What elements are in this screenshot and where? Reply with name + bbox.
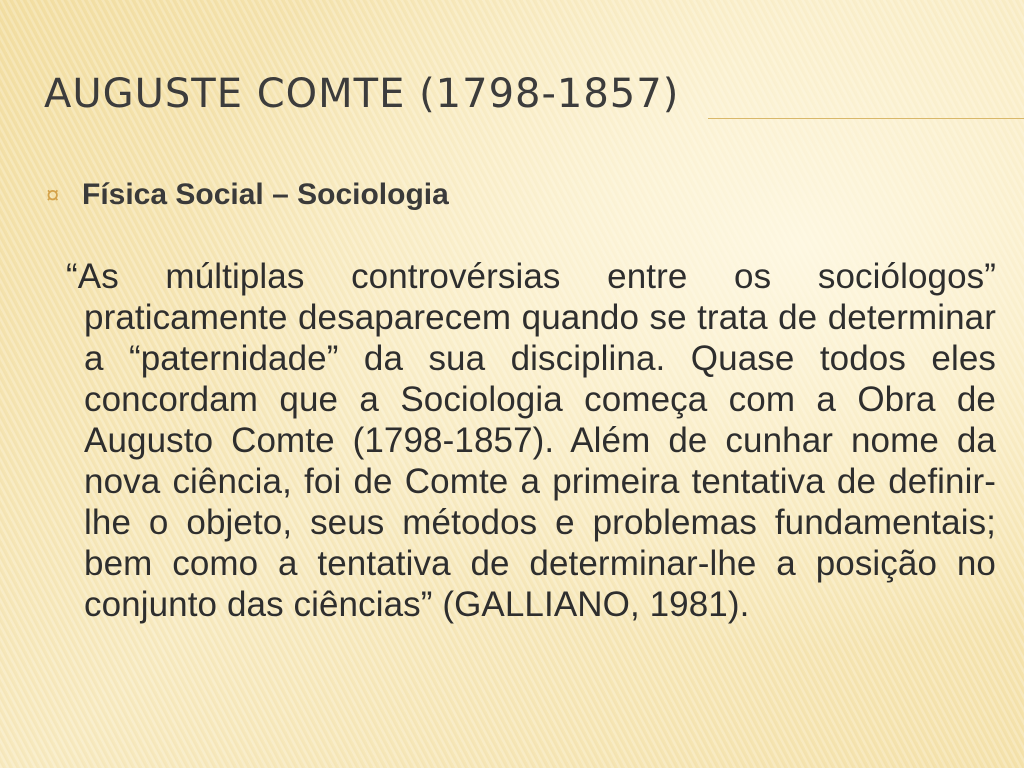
quote-text: “As múltiplas controvérsias entre os sociólogos” praticamente desaparecem quando se trata de determinar a “paternidade” da sua disciplina. Quase todos eles concordam que a Sociologia começa com a Obra de Augusto Comte (1798-1857). Além de cunhar nome da nova ciência, foi de Comte a primeira tentativa de definir-lhe o objeto, seus métodos e problemas fundamentais; bem como a tentativa de determinar-lhe a posição no conjunto das ciências” — [66, 257, 996, 624]
quote-paragraph — [66, 256, 996, 625]
quote-citation: (GALLIANO, 1981). — [432, 585, 750, 624]
slide-title: AUGUSTE COMTE (1798-1857) — [44, 71, 680, 117]
bullet-text: Física Social – Sociologia — [82, 178, 449, 211]
bullet-item — [46, 178, 449, 212]
x-bullet-icon: ¤ — [46, 182, 60, 209]
title-underline-rule — [708, 118, 1024, 119]
